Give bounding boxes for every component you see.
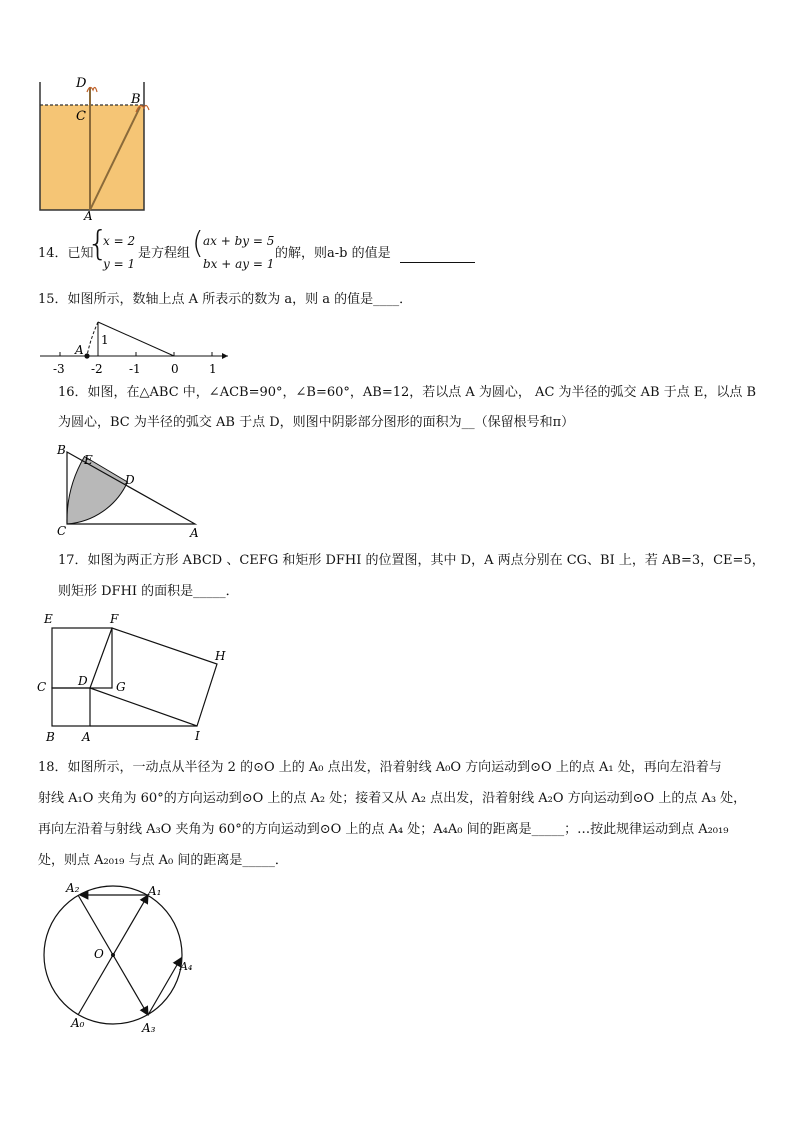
label-a3: A₃ bbox=[142, 1021, 156, 1035]
label-h: H bbox=[215, 649, 226, 663]
label-b: B bbox=[57, 443, 66, 457]
q14-prefix: 14．已知 bbox=[38, 246, 94, 261]
point-a bbox=[84, 353, 89, 358]
tick-label: 0 bbox=[171, 362, 179, 376]
q16-line-2: 为圆心，BC 为半径的弧交 AB 于点 D，则图中阴影部分图形的面积为__（保留根号和π） bbox=[58, 415, 575, 430]
rectangle-dfhi bbox=[90, 628, 217, 726]
label-a1: A₁ bbox=[148, 884, 162, 898]
label-a: A bbox=[82, 730, 91, 744]
q14-system-1-eq1: x = 2 bbox=[103, 234, 136, 248]
label-d: D bbox=[125, 473, 135, 487]
label-a: A bbox=[190, 526, 199, 540]
brace-1: { bbox=[87, 224, 109, 264]
q16-line-1: 16．如图，在△ABC 中，∠ACB=90°，∠B=60°，AB=12，若以点 A 为圆心， AC 为半径的弧交 AB 于点 E，以点 B bbox=[58, 385, 757, 400]
label-f: F bbox=[110, 612, 119, 626]
water-fill bbox=[40, 105, 144, 210]
square-abcd bbox=[52, 688, 90, 726]
path-a3-a4 bbox=[148, 958, 181, 1015]
label-b: B bbox=[131, 92, 141, 107]
q18-line-2: 射线 A₁O 夹角为 60°的方向运动到⊙O 上的点 A₂ 处；接着又从 A₂ 点出发，沿着射线 A₂O 方向运动到⊙O 上的点 A₃ 处， bbox=[38, 791, 747, 806]
triangle-arcs-figure bbox=[52, 440, 212, 540]
squares-rectangle-figure bbox=[32, 608, 237, 746]
label-a2: A₂ bbox=[66, 881, 80, 895]
label-a0: A₀ bbox=[71, 1016, 85, 1030]
label-c: C bbox=[57, 524, 67, 538]
brace-2: ( bbox=[192, 226, 204, 261]
center-o bbox=[111, 953, 115, 957]
label-b: B bbox=[46, 730, 55, 744]
unit-height-label: 1 bbox=[101, 333, 109, 347]
label-c: C bbox=[37, 680, 47, 694]
q18-line-1: 18．如图所示，一动点从半径为 2 的⊙O 上的 A₀ 点出发，沿着射线 A₀O 方向运动到⊙O 上的点 A₁ 处，再向左沿着与 bbox=[38, 760, 722, 775]
arc-to-a bbox=[87, 322, 98, 356]
q18-line-3: 再向左沿着与射线 A₃O 夹角为 60°的方向运动到⊙O 上的点 A₄ 处；A₄A₀ 间的距离是_____；…按此规律运动到点 A₂₀₁₉ bbox=[38, 822, 729, 837]
label-e: E bbox=[84, 453, 93, 467]
label-e: E bbox=[44, 612, 53, 626]
shaded-region bbox=[67, 457, 128, 525]
circle-motion-figure bbox=[36, 878, 206, 1038]
q14-system-2-eq1: ax + by = 5 bbox=[203, 234, 275, 248]
tick-label: -2 bbox=[91, 362, 103, 376]
point-a-label: A bbox=[75, 343, 84, 357]
tick-label: -3 bbox=[53, 362, 65, 376]
q14-system-2-eq2: bx + ay = 1 bbox=[203, 257, 275, 271]
q14-answer-blank bbox=[400, 248, 475, 263]
q18-line-4: 处，则点 A₂₀₁₉ 与点 A₀ 间的距离是_____． bbox=[38, 853, 288, 868]
label-a: A bbox=[84, 209, 93, 222]
q17-line-2: 则矩形 DFHI 的面积是_____． bbox=[58, 584, 239, 599]
q17-line-1: 17．如图为两正方形 ABCD 、CEFG 和矩形 DFHI 的位置图，其中 D，A 两点分别在 CG、BI 上，若 AB=3，CE=5， bbox=[58, 553, 765, 568]
reed-top-d bbox=[87, 87, 97, 92]
label-c: C bbox=[76, 109, 86, 124]
q14-system-1-eq2: y = 1 bbox=[103, 257, 136, 271]
label-i: I bbox=[195, 729, 200, 743]
tick-label: -1 bbox=[129, 362, 141, 376]
label-o: O bbox=[94, 947, 104, 961]
axis-arrow bbox=[222, 353, 228, 359]
q14-mid: 是方程组 bbox=[138, 246, 191, 261]
tick-label: 1 bbox=[209, 362, 217, 376]
label-d: D bbox=[78, 674, 88, 688]
q14-suffix: 的解，则a-b 的值是 bbox=[275, 246, 391, 261]
q15-text: 15．如图所示，数轴上点 A 所表示的数为 a，则 a 的值是____． bbox=[38, 292, 413, 307]
hypotenuse-line bbox=[98, 322, 174, 356]
label-g: G bbox=[116, 680, 126, 694]
container-figure bbox=[30, 72, 160, 222]
label-a4: A₄ bbox=[180, 960, 193, 973]
label-d: D bbox=[76, 76, 87, 91]
number-line-figure bbox=[38, 318, 238, 378]
